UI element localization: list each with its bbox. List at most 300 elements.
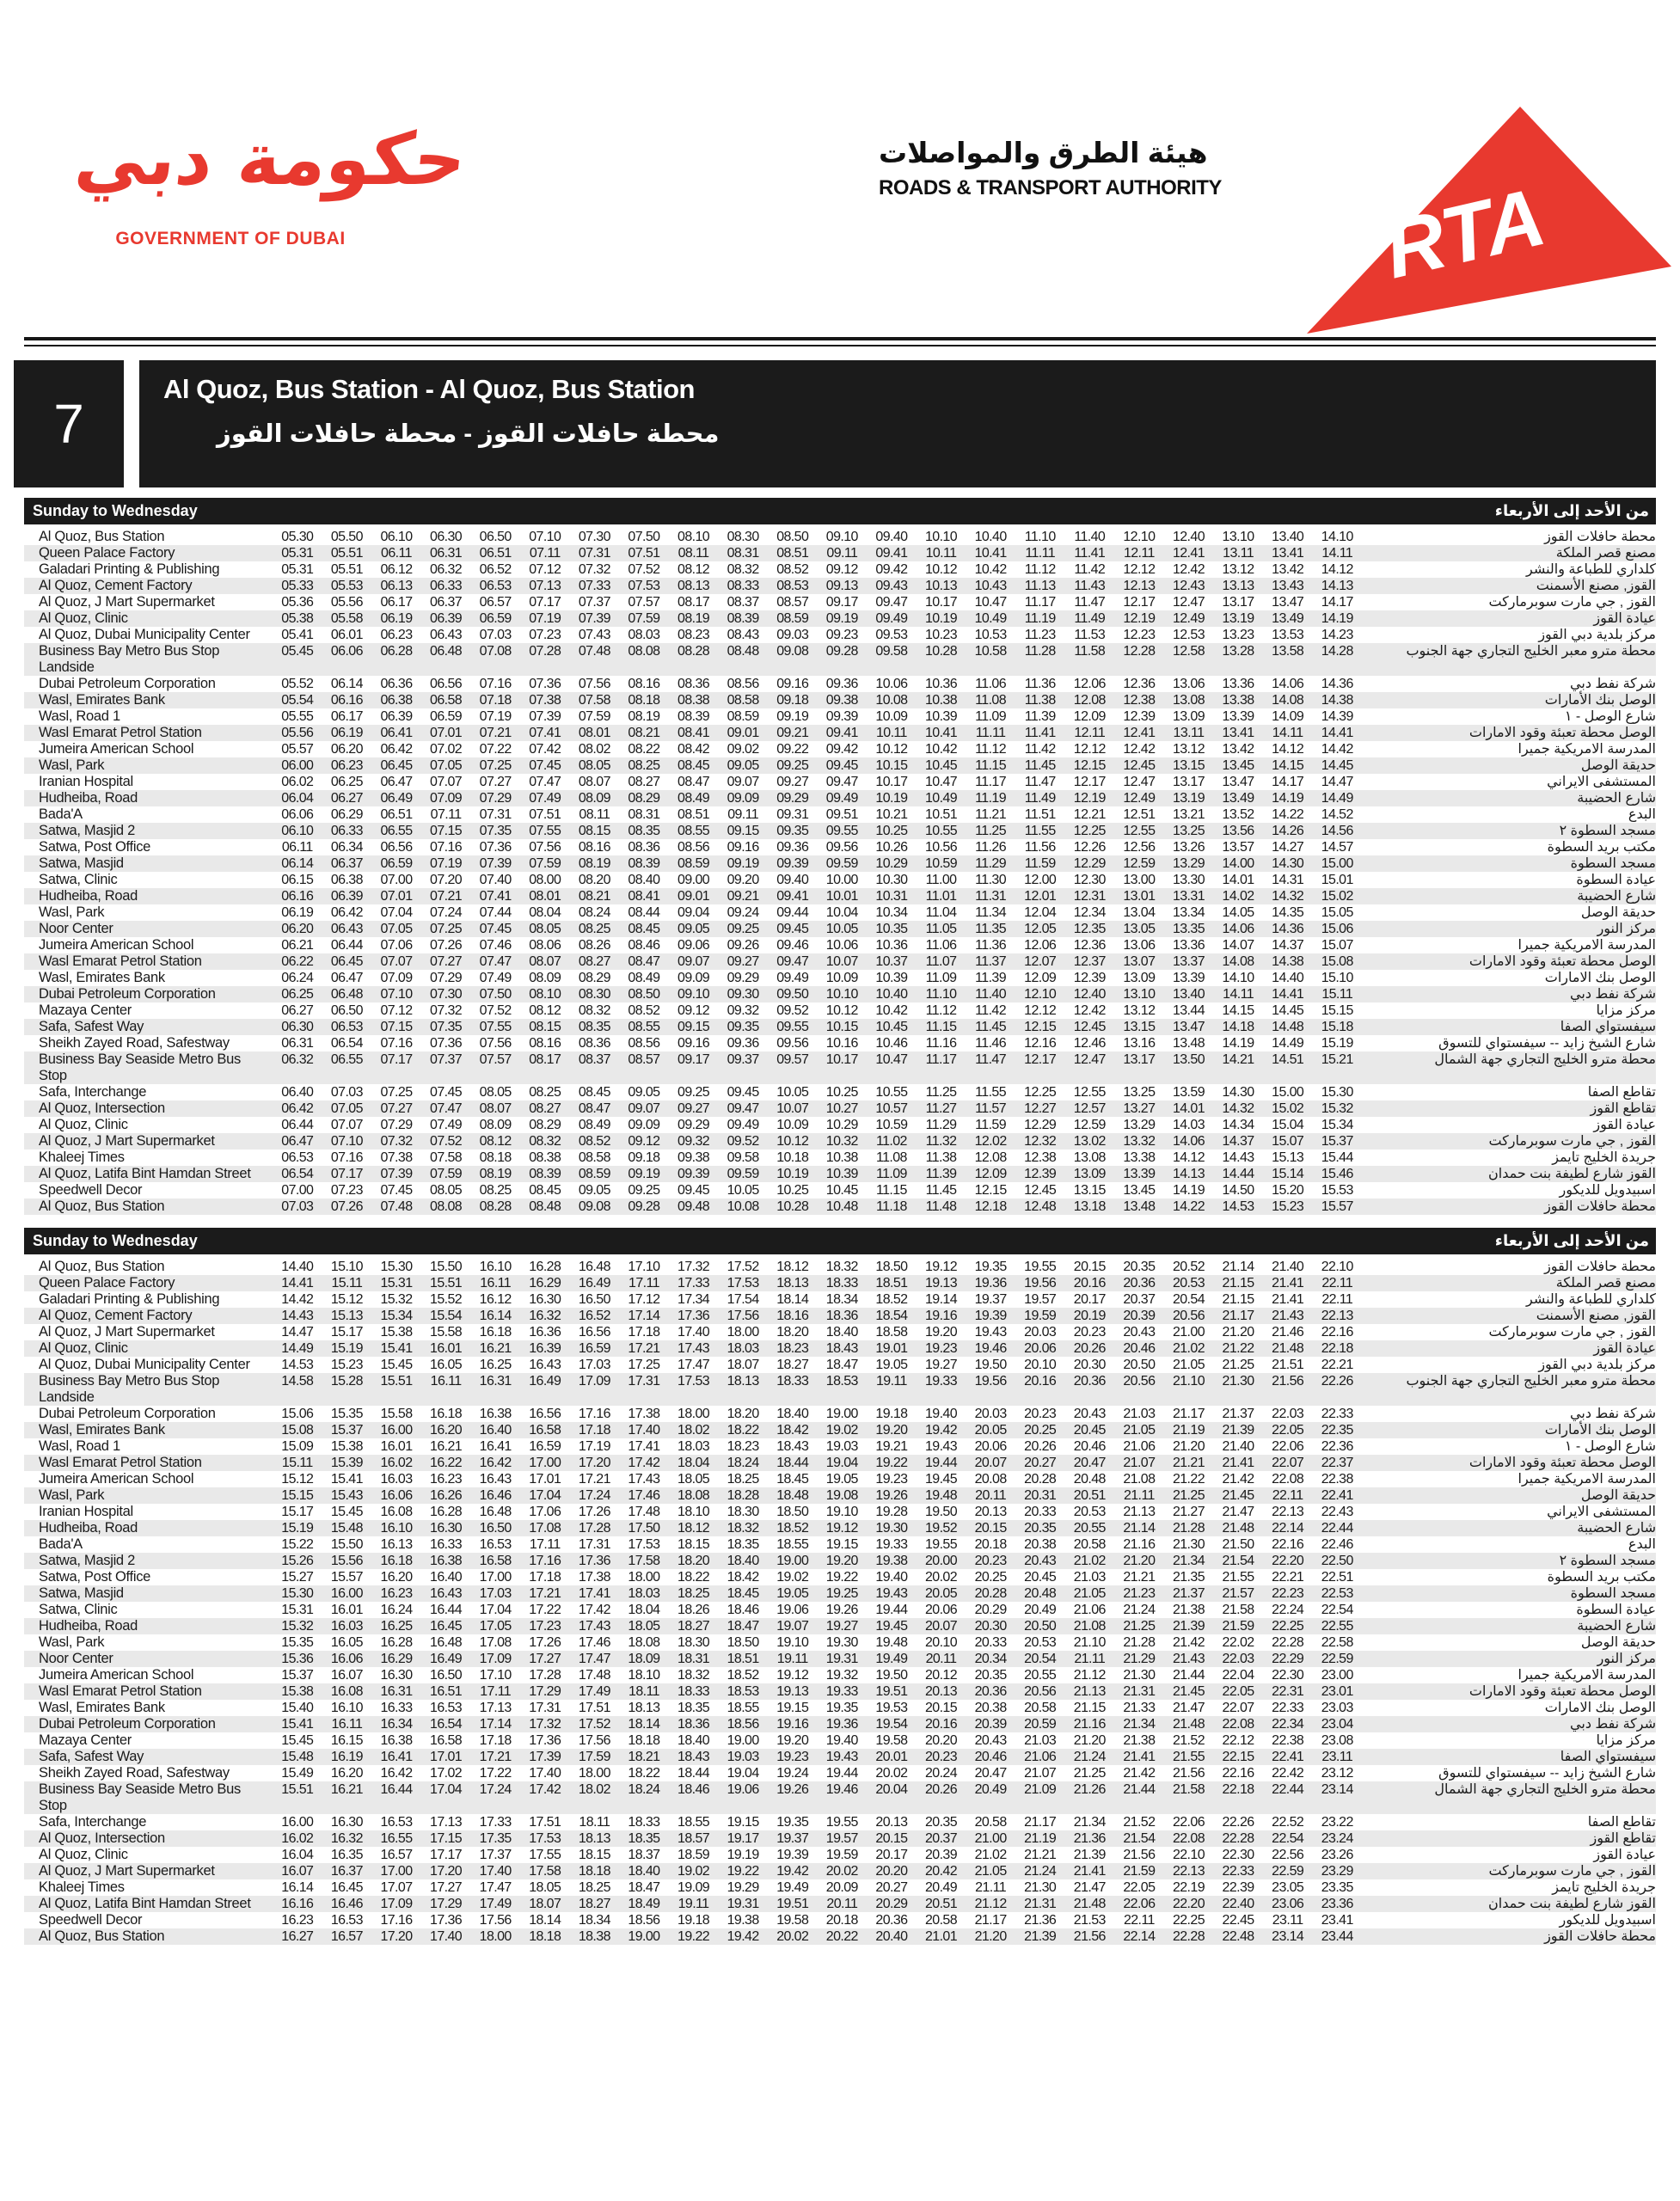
departure-time: 22.52 (1272, 1815, 1304, 1830)
departure-time: 19.15 (727, 1815, 759, 1830)
stop-name-en: Dubai Petroleum Corporation (39, 986, 216, 1002)
departure-time: 16.28 (380, 1635, 413, 1650)
departure-time: 18.47 (825, 1358, 858, 1372)
departure-time: 19.23 (776, 1750, 809, 1764)
departure-time: 21.00 (974, 1831, 1007, 1846)
departure-time: 18.18 (529, 1929, 561, 1944)
stop-name-ar: مسجد السطوة ٢ (1559, 824, 1656, 838)
departure-time: 08.09 (529, 971, 561, 985)
departure-time: 14.42 (281, 1292, 314, 1307)
departure-time: 19.48 (924, 1488, 958, 1503)
departure-time: 08.35 (628, 824, 660, 838)
departure-time: 05.54 (281, 693, 314, 708)
stop-name-ar: اسبيدويل للديكور (1559, 1913, 1656, 1928)
departure-time: 19.44 (825, 1766, 858, 1781)
departure-time: 13.39 (1172, 971, 1205, 985)
timetable-row (24, 1585, 1656, 1602)
departure-time: 20.23 (974, 1554, 1007, 1568)
departure-time: 08.59 (776, 611, 809, 626)
departure-time: 08.50 (628, 987, 660, 1002)
departure-time: 16.40 (479, 1423, 512, 1438)
departure-time: 22.33 (1222, 1864, 1254, 1879)
stop-name-ar: عيادة السطوة (1576, 1603, 1656, 1617)
departure-time: 11.48 (925, 1199, 957, 1214)
departure-time: 08.11 (678, 546, 709, 561)
departure-time: 14.53 (1222, 1199, 1254, 1214)
departure-time: 16.01 (430, 1341, 463, 1356)
departure-time: 17.40 (529, 1766, 561, 1781)
departure-time: 15.19 (1321, 1036, 1353, 1051)
departure-time: 08.49 (678, 791, 710, 806)
departure-time: 10.38 (825, 1150, 858, 1165)
departure-time: 17.46 (628, 1488, 660, 1503)
departure-time: 06.23 (380, 628, 413, 642)
departure-time: 20.27 (875, 1880, 908, 1895)
departure-time: 12.02 (974, 1134, 1007, 1149)
departure-time: 18.51 (727, 1652, 759, 1666)
departure-time: 18.33 (776, 1374, 809, 1389)
departure-time: 16.14 (479, 1309, 512, 1323)
departure-time: 12.06 (1073, 677, 1106, 691)
departure-time: 20.02 (825, 1864, 858, 1879)
departure-time: 06.36 (380, 677, 413, 691)
departure-time: 13.42 (1222, 742, 1254, 757)
departure-time: 07.31 (578, 546, 610, 561)
departure-time: 15.30 (380, 1260, 413, 1274)
departure-time: 14.19 (1222, 1036, 1254, 1051)
departure-time: 08.40 (628, 873, 660, 887)
departure-time: 18.45 (727, 1586, 759, 1601)
departure-time: 15.30 (281, 1586, 314, 1601)
departure-time: 19.37 (776, 1831, 809, 1846)
departure-time: 23.00 (1321, 1668, 1353, 1683)
departure-time: 11.51 (1024, 807, 1056, 822)
departure-time: 08.16 (578, 840, 610, 855)
departure-time: 15.23 (1272, 1199, 1304, 1214)
departure-time: 08.56 (727, 677, 759, 691)
departure-time: 14.02 (1222, 889, 1254, 904)
departure-time: 16.58 (529, 1423, 561, 1438)
departure-time: 18.15 (678, 1537, 710, 1552)
departure-time: 06.02 (281, 775, 314, 789)
timetable-row (24, 1520, 1656, 1536)
departure-time: 14.38 (1321, 693, 1353, 708)
departure-time: 20.46 (974, 1750, 1007, 1764)
departure-time: 14.17 (1272, 775, 1304, 789)
departure-time: 16.00 (281, 1815, 314, 1830)
stop-name-en: Dubai Petroleum Corporation (39, 1406, 216, 1421)
departure-time: 08.12 (479, 1134, 512, 1149)
departure-time: 10.25 (825, 1085, 858, 1100)
departure-time: 20.35 (924, 1815, 958, 1830)
departure-time: 21.07 (1024, 1766, 1057, 1781)
departure-time: 18.20 (727, 1407, 759, 1421)
departure-time: 10.32 (825, 1134, 858, 1149)
departure-time: 20.46 (1123, 1341, 1156, 1356)
departure-time: 21.42 (1123, 1766, 1156, 1781)
departure-time: 12.19 (1073, 791, 1106, 806)
departure-time: 21.05 (1172, 1358, 1205, 1372)
departure-time: 19.59 (1024, 1309, 1057, 1323)
departure-time: 07.07 (430, 775, 463, 789)
departure-time: 16.49 (430, 1652, 463, 1666)
departure-time: 07.41 (479, 889, 512, 904)
departure-time: 06.50 (330, 1003, 363, 1018)
departure-time: 21.20 (974, 1929, 1007, 1944)
departure-time: 07.22 (479, 742, 512, 757)
timetable-row (24, 1100, 1656, 1117)
departure-time: 22.16 (1321, 1325, 1353, 1340)
departure-time: 06.38 (330, 873, 363, 887)
departure-time: 06.10 (380, 530, 413, 544)
departure-time: 17.04 (479, 1603, 512, 1617)
departure-time: 22.16 (1222, 1766, 1254, 1781)
departure-time: 17.22 (529, 1603, 561, 1617)
departure-time: 13.05 (1123, 922, 1156, 936)
departure-time: 11.41 (1024, 726, 1056, 740)
stop-name-ar: القوز, مصنع الأسمنت (1536, 579, 1656, 593)
timetable-row (24, 725, 1656, 741)
departure-time: 08.53 (776, 579, 809, 593)
stop-name-en: Business Bay Seaside Metro Bus Stop (39, 1051, 241, 1083)
departure-time: 17.43 (628, 1472, 660, 1487)
departure-time: 14.32 (1222, 1101, 1254, 1116)
departure-time: 11.09 (975, 709, 1007, 724)
departure-time: 19.38 (727, 1913, 759, 1928)
stop-name-ar: مركز النور (1597, 922, 1656, 936)
departure-time: 17.13 (430, 1815, 463, 1830)
departure-time: 17.16 (529, 1554, 561, 1568)
departure-time: 18.46 (678, 1782, 710, 1797)
departure-time: 22.07 (1272, 1456, 1304, 1470)
departure-time: 17.08 (529, 1521, 561, 1536)
stop-name-ar: حديقة الوصل (1580, 1635, 1656, 1650)
stop-name-ar: مركز مزايا (1596, 1733, 1656, 1748)
departure-time: 21.25 (1073, 1766, 1106, 1781)
departure-time: 07.59 (430, 1167, 463, 1181)
departure-time: 22.38 (1321, 1472, 1353, 1487)
departure-time: 21.47 (1073, 1880, 1106, 1895)
departure-time: 09.42 (875, 562, 908, 577)
departure-time: 12.16 (1024, 1036, 1057, 1051)
departure-time: 07.36 (430, 1036, 463, 1051)
departure-time: 16.25 (479, 1358, 512, 1372)
departure-time: 18.40 (628, 1864, 660, 1879)
departure-time: 08.36 (678, 677, 710, 691)
departure-time: 19.00 (628, 1929, 660, 1944)
departure-time: 07.45 (380, 1183, 413, 1198)
departure-time: 10.40 (974, 530, 1007, 544)
departure-time: 21.00 (1172, 1325, 1205, 1340)
departure-time: 14.00 (1222, 856, 1254, 871)
departure-time: 21.06 (1024, 1750, 1057, 1764)
departure-time: 22.35 (1321, 1423, 1353, 1438)
departure-time: 18.00 (678, 1407, 710, 1421)
departure-time: 10.53 (974, 628, 1007, 642)
stop-name-en: Dubai Petroleum Corporation (39, 676, 216, 691)
stop-name-ar: شارع الحضيبة (1577, 791, 1656, 806)
departure-time: 08.10 (678, 530, 710, 544)
departure-time: 06.27 (330, 791, 363, 806)
departure-time: 07.29 (479, 791, 512, 806)
stop-name-ar: اسبيدويل للديكور (1559, 1183, 1656, 1198)
departure-time: 14.27 (1272, 840, 1304, 855)
departure-time: 12.15 (1024, 1020, 1057, 1034)
departure-time: 17.31 (628, 1374, 660, 1389)
departure-time: 21.03 (1123, 1407, 1156, 1421)
timetable-row (24, 904, 1656, 921)
departure-time: 13.37 (1172, 954, 1205, 969)
departure-time: 08.27 (628, 775, 660, 789)
departure-time: 11.11 (975, 726, 1006, 740)
stop-name-en: Satwa, Post Office (39, 1569, 151, 1585)
departure-time: 20.49 (1024, 1603, 1057, 1617)
departure-time: 08.27 (529, 1101, 561, 1116)
departure-time: 13.49 (1222, 791, 1254, 806)
departure-time: 11.47 (975, 1052, 1007, 1067)
departure-time: 15.11 (1321, 987, 1353, 1002)
stop-name-en: Al Quoz, Bus Station (39, 1259, 165, 1274)
departure-time: 16.01 (380, 1439, 413, 1454)
timetable-row (24, 1781, 1656, 1814)
departure-time: 18.52 (776, 1521, 809, 1536)
departure-time: 15.48 (330, 1521, 363, 1536)
stop-name-en: Galadari Printing & Publishing (39, 1291, 220, 1307)
departure-time: 21.40 (1272, 1260, 1304, 1274)
departure-time: 11.45 (925, 1183, 957, 1198)
departure-time: 23.06 (1272, 1897, 1304, 1911)
departure-time: 07.10 (380, 987, 413, 1002)
departure-time: 13.52 (1222, 807, 1254, 822)
departure-time: 13.19 (1172, 791, 1205, 806)
departure-time: 08.12 (529, 1003, 561, 1018)
departure-time: 16.23 (380, 1586, 413, 1601)
departure-time: 20.30 (1073, 1358, 1106, 1372)
departure-time: 13.47 (1172, 1020, 1205, 1034)
departure-time: 10.35 (875, 922, 908, 936)
departure-time: 15.32 (380, 1292, 413, 1307)
departure-time: 21.33 (1123, 1701, 1156, 1715)
stop-name-ar: مكتب بريد السطوة (1547, 840, 1656, 855)
departure-time: 08.39 (628, 856, 660, 871)
departure-time: 08.48 (727, 644, 759, 659)
departure-time: 11.45 (975, 1020, 1007, 1034)
departure-time: 11.53 (1074, 628, 1106, 642)
departure-time: 16.29 (529, 1276, 561, 1291)
departure-time: 07.30 (578, 530, 610, 544)
departure-time: 15.57 (330, 1570, 363, 1585)
departure-time: 07.37 (578, 595, 610, 610)
departure-time: 12.30 (1073, 873, 1106, 887)
departure-time: 21.24 (1073, 1750, 1106, 1764)
departure-time: 11.06 (925, 938, 957, 953)
departure-time: 18.00 (727, 1325, 759, 1340)
departure-time: 19.05 (825, 1472, 858, 1487)
departure-time: 14.22 (1172, 1199, 1205, 1214)
departure-time: 07.36 (529, 677, 561, 691)
departure-time: 15.49 (281, 1766, 314, 1781)
departure-time: 20.39 (974, 1717, 1007, 1732)
departure-time: 19.09 (678, 1880, 710, 1895)
departure-time: 08.49 (628, 971, 660, 985)
departure-time: 12.12 (1123, 562, 1156, 577)
departure-time: 21.15 (1073, 1701, 1106, 1715)
departure-time: 11.41 (1074, 546, 1106, 561)
departure-time: 17.56 (479, 1913, 512, 1928)
departure-time: 07.10 (529, 530, 561, 544)
departure-time: 08.36 (578, 1036, 610, 1051)
departure-time: 11.42 (1074, 562, 1106, 577)
departure-time: 17.16 (578, 1407, 610, 1421)
departure-time: 20.06 (1024, 1341, 1057, 1356)
departure-time: 07.07 (330, 1118, 363, 1132)
departure-time: 12.31 (1073, 889, 1106, 904)
departure-time: 16.20 (380, 1570, 413, 1585)
departure-time: 06.43 (330, 922, 363, 936)
departure-time: 15.43 (330, 1488, 363, 1503)
departure-time: 16.33 (430, 1537, 463, 1552)
departure-time: 14.26 (1272, 824, 1304, 838)
departure-time: 07.55 (529, 824, 561, 838)
departure-time: 19.06 (776, 1603, 809, 1617)
departure-time: 13.09 (1073, 1167, 1106, 1181)
departure-time: 09.05 (628, 1085, 660, 1100)
departure-time: 20.58 (924, 1913, 958, 1928)
departure-time: 16.38 (479, 1407, 512, 1421)
departure-time: 08.58 (578, 1150, 610, 1165)
departure-time: 15.54 (430, 1309, 463, 1323)
timetable-row (24, 1749, 1656, 1765)
stop-name-ar: محطة حافلات القوز (1544, 1199, 1656, 1214)
departure-time: 21.41 (1272, 1276, 1304, 1291)
departure-time: 16.03 (330, 1619, 363, 1634)
departure-time: 19.11 (776, 1652, 808, 1666)
stop-name-ar: عيادة السطوة (1576, 873, 1656, 887)
departure-time: 20.40 (875, 1929, 908, 1944)
departure-time: 21.41 (1222, 1456, 1254, 1470)
departure-time: 13.11 (1173, 726, 1205, 740)
departure-time: 13.41 (1222, 726, 1254, 740)
departure-time: 06.44 (281, 1118, 314, 1132)
departure-time: 16.00 (330, 1586, 363, 1601)
departure-time: 08.47 (628, 954, 660, 969)
departure-time: 06.37 (430, 595, 463, 610)
departure-time: 13.48 (1172, 1036, 1205, 1051)
departure-time: 06.16 (330, 693, 363, 708)
departure-time: 08.05 (529, 922, 561, 936)
departure-time: 06.53 (330, 1020, 363, 1034)
departure-time: 18.18 (578, 1864, 610, 1879)
departure-time: 21.43 (1272, 1309, 1304, 1323)
route-title-ar: محطة حافلات القوز - محطة حافلات القوز (217, 420, 720, 448)
departure-time: 08.16 (628, 677, 660, 691)
departure-time: 13.27 (1123, 1101, 1156, 1116)
departure-time: 10.40 (875, 987, 908, 1002)
departure-time: 14.37 (1272, 938, 1304, 953)
departure-time: 08.21 (578, 889, 610, 904)
departure-time: 10.47 (924, 775, 958, 789)
departure-time: 20.37 (924, 1831, 958, 1846)
departure-time: 20.01 (875, 1750, 908, 1764)
departure-time: 08.57 (776, 595, 809, 610)
departure-time: 17.27 (529, 1652, 561, 1666)
departure-time: 08.05 (430, 1183, 463, 1198)
departure-time: 09.42 (825, 742, 858, 757)
departure-time: 12.42 (1073, 1003, 1106, 1018)
departure-time: 16.58 (430, 1733, 463, 1748)
departure-time: 21.11 (1123, 1488, 1155, 1503)
departure-time: 21.25 (1172, 1488, 1205, 1503)
departure-time: 19.02 (825, 1423, 858, 1438)
stop-name-ar: تقاطع الصفا (1587, 1815, 1656, 1830)
departure-time: 20.36 (974, 1684, 1007, 1699)
departure-time: 15.08 (281, 1423, 314, 1438)
departure-time: 22.04 (1222, 1668, 1254, 1683)
departure-time: 09.47 (875, 595, 908, 610)
departure-time: 10.30 (875, 873, 908, 887)
departure-time: 06.15 (281, 873, 314, 887)
departure-time: 08.15 (578, 824, 610, 838)
departure-time: 06.47 (281, 1134, 314, 1149)
departure-time: 07.16 (430, 840, 463, 855)
departure-time: 22.54 (1272, 1831, 1304, 1846)
departure-time: 17.56 (727, 1309, 759, 1323)
departure-time: 19.18 (875, 1407, 908, 1421)
departure-time: 16.54 (430, 1717, 463, 1732)
departure-time: 20.26 (1024, 1439, 1057, 1454)
departure-time: 08.07 (529, 954, 561, 969)
departure-time: 18.44 (776, 1456, 809, 1470)
departure-time: 19.56 (1024, 1276, 1057, 1291)
departure-time: 17.52 (727, 1260, 759, 1274)
timetable-row (24, 627, 1656, 643)
departure-time: 10.56 (924, 840, 958, 855)
departure-time: 12.45 (1073, 1020, 1106, 1034)
timetable-row (24, 692, 1656, 708)
departure-time: 21.28 (1172, 1521, 1205, 1536)
stop-name-ar: محطة حافلات القوز (1544, 530, 1656, 544)
departure-time: 18.13 (628, 1701, 660, 1715)
departure-time: 15.12 (281, 1472, 314, 1487)
stop-name-ar: تقاطع القوز (1590, 1831, 1656, 1846)
departure-time: 20.15 (875, 1831, 908, 1846)
departure-time: 15.53 (1321, 1183, 1353, 1198)
departure-time: 21.37 (1222, 1407, 1254, 1421)
departure-time: 12.39 (1073, 971, 1106, 985)
departure-time: 17.18 (529, 1570, 561, 1585)
departure-time: 18.18 (628, 1733, 660, 1748)
departure-time: 17.42 (628, 1456, 660, 1470)
departure-time: 19.59 (825, 1848, 858, 1862)
departure-time: 11.27 (925, 1101, 957, 1116)
departure-time: 12.57 (1073, 1101, 1106, 1116)
departure-time: 20.08 (974, 1472, 1007, 1487)
departure-time: 19.32 (825, 1668, 858, 1683)
departure-time: 09.11 (826, 546, 858, 561)
stop-name-en: Satwa, Masjid (39, 1585, 124, 1601)
departure-time: 05.57 (281, 742, 314, 757)
departure-time: 21.22 (1172, 1472, 1205, 1487)
departure-time: 17.05 (479, 1619, 512, 1634)
departure-time: 11.07 (925, 954, 957, 969)
departure-time: 08.38 (529, 1150, 561, 1165)
stop-name-ar: شركة نفط دبي (1570, 987, 1656, 1002)
departure-time: 21.39 (1172, 1619, 1205, 1634)
departure-time: 21.25 (1123, 1619, 1156, 1634)
departure-time: 17.26 (578, 1505, 610, 1519)
stop-name-ar: القوز شارع لطيفة بنت حمدان (1488, 1167, 1656, 1181)
departure-time: 11.34 (975, 905, 1007, 920)
